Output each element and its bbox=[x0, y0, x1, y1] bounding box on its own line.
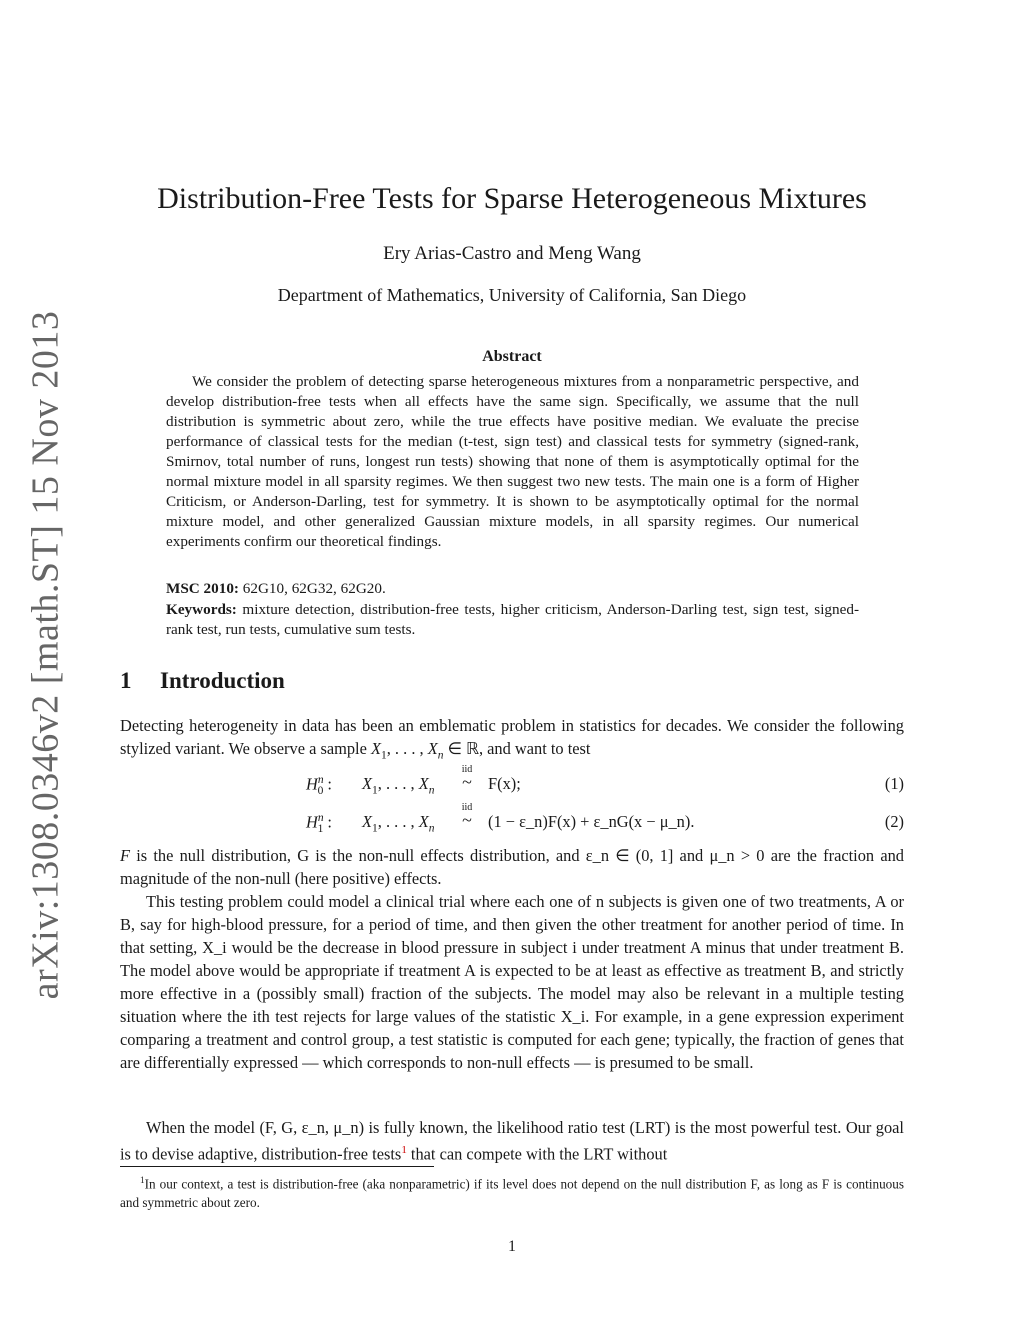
intro-p1-text: Detecting heterogeneity in data has been an emblematic problem in statistics for decades. We consider the following stylized variant. We observe a sample bbox=[120, 716, 904, 758]
footnote-marker-link[interactable]: 1 bbox=[401, 1144, 407, 1156]
paper-authors: Ery Arias-Castro and Meng Wang bbox=[383, 243, 641, 264]
eq2-iid: iid bbox=[461, 802, 473, 813]
intro-p4-tail: that can compete with the LRT without bbox=[406, 1144, 668, 1164]
intro-paragraph-2: F is the null distribution, G is the non-null effects distribution, and ε_n ∈ (0, 1] and μ_n > 0 are the fraction and magnitude of the non-null (here positive) effects. bbox=[120, 846, 904, 888]
abstract-body bbox=[166, 372, 859, 552]
section-heading bbox=[120, 668, 285, 694]
paper-title: Distribution-Free Tests for Sparse Heterogeneous Mixtures bbox=[157, 182, 867, 215]
msc-value: 62G10, 62G32, 62G20. bbox=[242, 580, 386, 597]
eq2-rhs: (1 − ε_n)F(x) + ε_nG(x − μ_n). bbox=[488, 812, 695, 831]
footnote-mark: 1 bbox=[140, 1175, 145, 1185]
keywords-label: Keywords: bbox=[166, 601, 237, 618]
equation-1: $H^n_0$ : $X_1$, . . . , $X_n$ iid ~ F(x); (1) bbox=[306, 764, 904, 797]
eq1-sim: ~ bbox=[462, 772, 472, 792]
keywords-value: mixture detection, distribution-free tests, higher criticism, Anderson-Darling test, sign test, signed-rank test, run tests, cumulative sum tests. bbox=[166, 601, 860, 638]
eq2-tag: (2) bbox=[884, 812, 904, 831]
abstract-heading: Abstract bbox=[482, 348, 542, 365]
section-title: Introduction bbox=[160, 668, 285, 693]
intro-p1-tail: , and want to test bbox=[478, 739, 591, 758]
footnote-rule bbox=[120, 1166, 434, 1167]
equation-2: $H^n_1$ : $X_1$, . . . , $X_n$ iid ~ (1 − ε_n)F(x) + ε_nG(x − μ_n). (2) bbox=[306, 802, 904, 835]
msc-label: MSC 2010: bbox=[166, 580, 239, 597]
eq1-symbol: H bbox=[306, 774, 318, 794]
intro-paragraph-4 bbox=[120, 1116, 904, 1165]
intro-paragraph-3 bbox=[120, 890, 904, 1074]
footnote-text: In our context, a test is distribution-free (aka nonparametric) if its level does not depend on the null distribution F, as long as F is continuous and symmetric about zero. bbox=[120, 1176, 904, 1211]
section-number: 1 bbox=[120, 668, 132, 693]
eq1-sub: 0 bbox=[317, 784, 324, 797]
eq2-symbol: H bbox=[306, 812, 318, 832]
arxiv-sidebar-stamp bbox=[10, 310, 80, 1000]
eq2-sub: 1 bbox=[317, 822, 324, 835]
eq1-tag: (1) bbox=[884, 774, 904, 793]
msc-line bbox=[166, 579, 859, 599]
intro-paragraph-1: Detecting heterogeneity in data has been an emblematic problem in statistics for decades. We consider the following stylized variant. We observe a sample $X_1$, . . . , $X_n$ ∈ ℝ, and want to test bbox=[120, 716, 904, 762]
eq1-iid: iid bbox=[461, 764, 473, 775]
arxiv-identifier: arXiv:1308.0346v2 [math.ST] 15 Nov 2013 bbox=[24, 310, 66, 1000]
eq1-rhs: F(x); bbox=[488, 774, 521, 793]
page-number: 1 bbox=[508, 1238, 516, 1255]
intro-p2-text: is the null distribution, G is the non-null effects distribution, and ε_n ∈ (0, 1] and μ_n > 0 are the fraction and magnitude of the non-null (here positive) effects. bbox=[120, 846, 904, 888]
paper-affiliation: Department of Mathematics, University of California, San Diego bbox=[277, 285, 747, 305]
footnote bbox=[120, 1171, 904, 1212]
eq2-sim: ~ bbox=[462, 810, 472, 830]
intro-p4-text: When the model (F, G, ε_n, μ_n) is fully known, the likelihood ratio test (LRT) is the most powerful test. Our goal is to devise adaptive, distribution-free tests bbox=[120, 1118, 904, 1164]
keywords-line bbox=[166, 600, 859, 640]
eq1-sup: n bbox=[317, 774, 324, 786]
eq2-sup: n bbox=[317, 812, 324, 824]
abstract-text: We consider the problem of detecting sparse heterogeneous mixtures from a nonparametric perspective, and develop distribution-free tests when all effects have the same sign. Specifically, we assume that the null distribution is symmetric about zero, while the true effects have positive median. We evaluate the precise performance of classical tests for the median (t-test, sign test) and classical tests for symmetry (signed-rank, Smirnov, total number of runs, longest run tests) showing that none of them is asymptotically optimal for the normal mixture model in all sparsity regimes. We then suggest two new tests. The main one is a form of Higher Criticism, or Anderson-Darling, test for symmetry. It is shown to be asymptotically optimal for the normal mixture model, and other generalized Gaussian mixture models, in all sparsity regimes. Our numerical experiments confirm our theoretical findings. bbox=[166, 373, 859, 550]
intro-p3-text: This testing problem could model a clinical trial where each one of n subjects is given one of two treatments, A or B, say for high-blood pressure, for a period of time, and then given the other treatment for another period of time. In that setting, X_i would be the decrease in blood pressure in subject i under treatment A minus that under treatment B. The model above would be appropriate if treatment A is expected to be at least as effective as treatment B, and strictly more effective in a (possibly small) fraction of the subjects. The model may also be relevant in a multiple testing situation where the ith test rejects for large values of the statistic X_i. For example, in a gene expression experiment comparing a treatment and control group, a test statistic is computed for each gene; typically, the fraction of genes that are differentially expressed — which corresponds to non-null effects — is presumed to be small. bbox=[120, 892, 904, 1072]
